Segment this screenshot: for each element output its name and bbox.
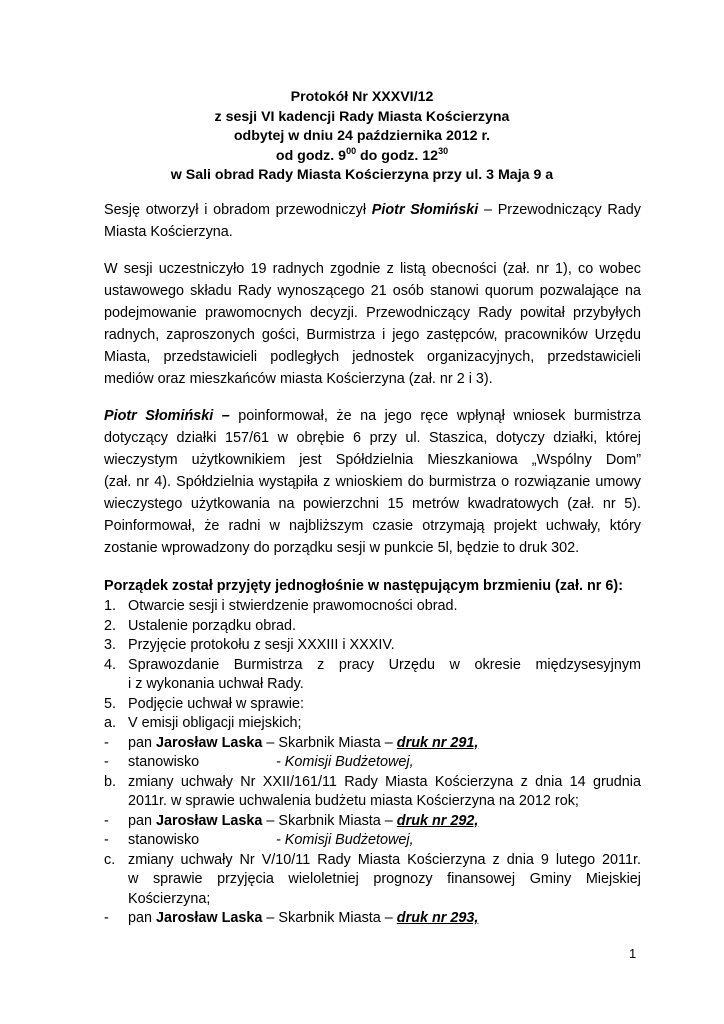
- date-line: odbytej w dniu 24 października 2012 r.: [233, 128, 491, 144]
- list-item-continuation: w sprawie przyjęcia wieloletniej prognozy finansowej Gminy Miejskiej: [128, 871, 641, 887]
- time-to-minutes: 30: [438, 145, 449, 156]
- attendance-paragraph: [104, 258, 641, 390]
- protocol-title: Protokół Nr XXXVI/12: [290, 89, 434, 105]
- paragraph-line: ustawowego składu Rady wynoszącego 21 osób stanowi quorum pozwalające na: [104, 283, 641, 299]
- list-item: 1. Otwarcie sesji i stwierdzenie prawomocności obrad.: [104, 598, 458, 614]
- committee-name: - Komisji Budżetowej,: [276, 832, 414, 848]
- list-item: 3. Przyjęcie protokołu z sesji XXXIII i XXXIV.: [104, 637, 395, 653]
- list-item-continuation: i z wykonania uchwał Rady.: [128, 676, 304, 692]
- motion-paragraph: [104, 405, 641, 559]
- list-item: - pan Jarosław Laska – Skarbnik Miasta – druk nr 291,: [104, 734, 479, 751]
- list-item: 4. Sprawozdanie Burmistrza z pracy Urzędu w okresie międzysesyjnym: [104, 656, 641, 673]
- time-from: od godz. 9: [275, 147, 347, 164]
- list-item: a. V emisji obligacji miejskich;: [104, 715, 302, 731]
- presenter-name: Jarosław Laska: [156, 812, 263, 829]
- list-item: b. zmiany uchwały Nr XXII/161/11 Rady Miasta Kościerzyna z dnia 14 grudnia: [104, 773, 641, 790]
- speaker-name: Piotr Słomiński –: [104, 408, 230, 424]
- list-item: - pan Jarosław Laska – Skarbnik Miasta – druk nr 292,: [104, 812, 479, 829]
- paragraph-line: Miasta, przedstawicieli podległych jednostek organizacyjnych, przedstawicieli: [104, 349, 641, 365]
- paragraph-line: dotyczący działki 157/61 w obrębie 6 przy ul. Staszica, dotyczy działki, której: [104, 430, 641, 446]
- paragraph-line: Poinformował, że radni w najbliższym czasie otrzymają projekt uchwały, który: [104, 518, 641, 534]
- time-to: do godz. 12: [356, 147, 439, 164]
- druk-reference: druk nr 293,: [396, 910, 479, 926]
- protocol-header: [0, 88, 724, 186]
- list-item: - stanowisko - Komisji Budżetowej,: [104, 832, 414, 848]
- list-item: - pan Jarosław Laska – Skarbnik Miasta – druk nr 293,: [104, 910, 479, 926]
- paragraph-line: W sesji uczestniczyło 19 radnych zgodnie z listą obecności (zał. nr 1), co wobec: [104, 261, 641, 277]
- druk-reference: druk nr 291,: [396, 734, 479, 751]
- paragraph-line: radnych, zaproszonych gości, Burmistrza i jego zastępców, pracowników Urzędu: [104, 327, 641, 343]
- paragraph-line: podejmowanie prawomocnych decyzji. Przewodniczący Rady powitał przybyłych: [104, 305, 641, 321]
- committee-name: - Komisji Budżetowej,: [276, 754, 414, 770]
- paragraph-line: Sesję otworzył i obradom przewodniczył Piotr Słomiński – Przewodniczący Rady: [104, 202, 641, 218]
- list-item: 2. Ustalenie porządku obrad.: [104, 617, 296, 634]
- agenda-list: [104, 597, 641, 929]
- time-line: [0, 147, 724, 167]
- paragraph-line: (zał. nr 4). Spółdzielnia wystąpiła z wnioskiem do burmistrza o rozwiązanie umowy: [104, 474, 641, 490]
- presenter-name: Jarosław Laska: [156, 734, 263, 751]
- paragraph-line: Miasta Kościerzyna.: [104, 224, 233, 240]
- list-item: - stanowisko - Komisji Budżetowej,: [104, 754, 414, 770]
- druk-reference: druk nr 292,: [396, 812, 479, 829]
- presenter-name: Jarosław Laska: [156, 910, 263, 926]
- venue-line: w Sali obrad Rady Miasta Kościerzyna przy ul. 3 Maja 9 a: [170, 167, 554, 183]
- time-from-minutes: 00: [346, 145, 357, 156]
- paragraph-line: Piotr Słomiński – poinformował, że na jego ręce wpłynął wniosek burmistrza: [104, 408, 641, 424]
- paragraph-line: mediów oraz mieszkańców miasta Kościerzyna (zał. nr 2 i 3).: [104, 371, 493, 387]
- list-item: c. zmiany uchwały Nr V/10/11 Rady Miasta Kościerzyna z dnia 9 lutego 2011r.: [104, 851, 641, 868]
- page-number: 1: [629, 946, 637, 961]
- agenda-title: Porządek został przyjęty jednogłośnie w następującym brzmieniu (zał. nr 6):: [104, 578, 623, 594]
- opening-paragraph: [104, 199, 641, 243]
- list-item-continuation: Kościerzyna;: [128, 890, 211, 907]
- chairman-name: Piotr Słomiński: [371, 202, 479, 218]
- session-line: z sesji VI kadencji Rady Miasta Kościerzyna: [214, 108, 510, 125]
- paragraph-line: wieczystym użytkownikiem jest Spółdzielnia Mieszkaniowa „Wspólny Dom”: [104, 452, 641, 468]
- paragraph-line: wieczystego użytkowania na powierzchni 15 metrów kwadratowych (zał. nr 5).: [104, 496, 641, 512]
- list-item-continuation: 2011r. w sprawie uchwalenia budżetu miasta Kościerzyna na 2012 rok;: [128, 793, 579, 809]
- list-item: 5. Podjęcie uchwał w sprawie:: [104, 695, 304, 712]
- paragraph-line: zostanie wprowadzony do porządku sesji w punkcie 5l, będzie to druk 302.: [104, 540, 580, 556]
